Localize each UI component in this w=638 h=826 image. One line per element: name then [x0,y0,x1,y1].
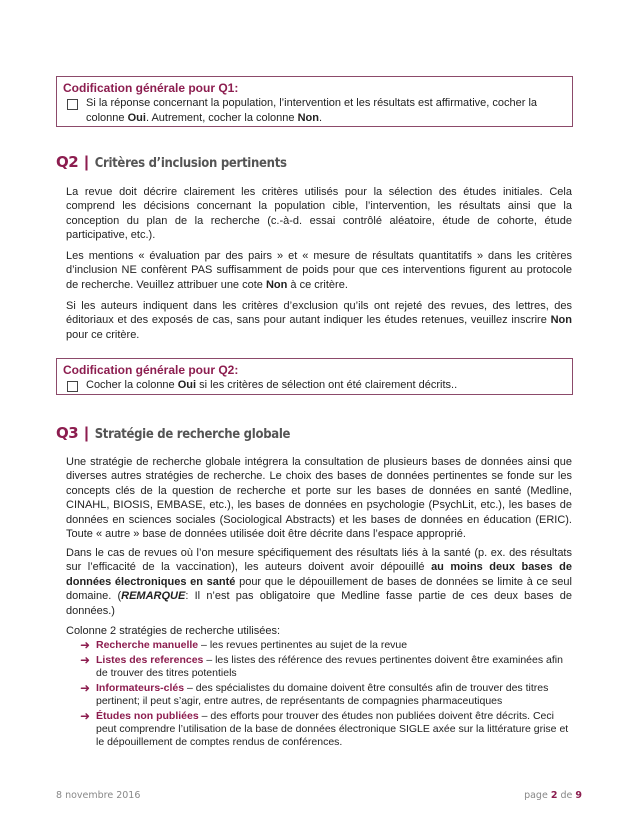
arrow-right-icon: ➜ [80,681,91,695]
list-item: ➜ Informateurs-clés – des spécialistes du domaine doivent être consultés afin de trouver des titres pertinent; il peut s’agir, entre autres, de représentants de compagnies pharmaceutiques [80,681,549,707]
arrow-right-icon: ➜ [80,709,91,723]
list-item: ➜ Listes des references – les listes des référence des revues pertinentes doivent être examinées afin de trouver des titres potentiels [80,653,563,679]
footer-page-number: page 2 de 9 [524,790,582,801]
q2-heading [56,153,287,172]
q2-paragraph-2: Les mentions « évaluation par des pairs » et « mesure de résultats quantitatifs » dans les critères d’inclusion NE confèrent PAS suffisamment de poids pour que ces interventions figurent au protocole de recherche. Veuillez attribuer une cote Non à ce critère. [66,250,572,291]
q2-box-text: Cocher la colonne Oui si les critères de sélection ont été clairement décrits.. [86,379,458,391]
q3-paragraph-2: Dans le cas de revues où l’on mesure spécifiquement des résultats liés à la santé (p. ex. des résultats sur l’efficacité de la vaccination), les auteurs doivent avoir dépouillé au moins deux bases de données électroniques en santé pour que le dépouillement de bases de données se limite à ce seul domaine. (REMARQUE: Il n’est pas obligatoire que Medline fasse partie de ces deux bases de données.) [66,547,573,617]
q3-title: Stratégie de recherche globale [94,427,291,442]
q3-list-intro: Colonne 2 stratégies de recherche utilisées: [66,625,281,637]
q1-box-item [57,95,572,130]
strategy-list [80,639,575,751]
q2-coding-box [56,358,573,395]
q2-box-title: Codification générale pour Q2: [63,363,239,377]
q2-paragraph-1: La revue doit décrire clairement les critères utilisés pour la sélection des études initiales. Cela comprend les décisions concernant la population cible, l’intervention, les résultats ainsi que la conception du plan de la recherche (c.-à-d. essai contrôlé aléatoire, étude de cohorte, étude participative, etc.). [66,186,572,242]
q3-paragraph-1: Une stratégie de recherche globale intégrera la consultation de plusieurs bases de données ainsi que diverses autres stratégies de recherche. Le choix des bases de données pertinentes se fonde sur les concepts clés de la question de recherche et porte sur les bases de données en santé (Medline, CINAHL, BIOSIS, EMBASE, etc.), les bases de données en psychologie (PsychLit, etc.), les bases de données en sciences sociales (Sociological Abstracts) et les bases de données en éducation (ERIC). Toute « autre » base de données utilisée doit être décrite dans l’espace approprié. [66,456,572,541]
list-item: ➜ Recherche manuelle – les revues pertinentes au sujet de la revue [80,638,408,652]
q2-box-item [57,377,572,397]
q2-number: Q2 [56,153,79,171]
q1-box-text: Si la réponse concernant la population, l’intervention et les résultats est affirmative, cocher la colonne Oui. Autrement, cocher la colonne Non. [86,97,538,124]
q3-separator: | [84,425,89,442]
checkbox-icon [67,99,78,110]
q2-separator: | [84,154,89,171]
list-item: ➜ Études non publiées – des efforts pour trouver des études non publiées doivent être décrits. Ceci peut comprendre l’utilisation de la base de données électronique SIGLE axée sur la littérature grise et le dépouillement de comptes rendus de conférences. [80,709,569,748]
q1-coding-box [56,76,573,127]
q3-heading [56,424,290,443]
q2-paragraph-3: Si les auteurs indiquent dans les critères d’exclusion qu’ils ont rejeté des revues, des lettres, des éditoriaux et des exposés de cas, sans pour autant indiquer les études retenues, veuillez inscrire Non pour ce critère. [66,300,572,341]
footer-date: 8 novembre 2016 [56,790,141,801]
q1-box-title: Codification générale pour Q1: [63,81,239,95]
arrow-right-icon: ➜ [80,638,91,652]
q2-title: Critères d’inclusion pertinents [94,156,287,171]
q3-number: Q3 [56,424,79,442]
arrow-right-icon: ➜ [80,653,91,667]
checkbox-icon [67,381,78,392]
